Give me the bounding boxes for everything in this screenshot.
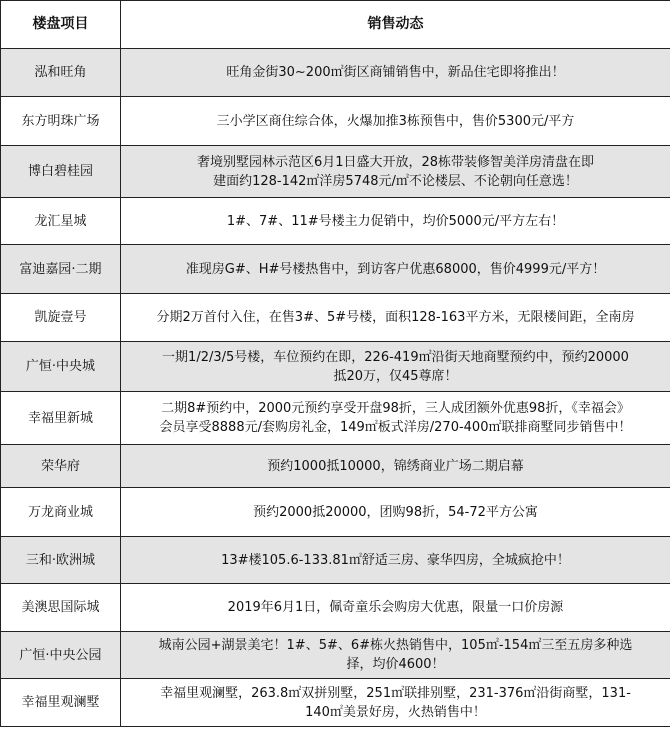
sales-status-cell: 旺角金街30~200㎡街区商铺销售中，新品住宅即将推出！ bbox=[121, 49, 670, 97]
project-name-cell: 幸福里新城 bbox=[1, 392, 121, 445]
column-header-project: 楼盘项目 bbox=[1, 1, 121, 49]
sales-status-cell: 城南公园+湖景美宅！1#、5#、6#栋火热销售中，105㎡-154㎡三至五房多种选 择，均价4600！ bbox=[121, 632, 670, 679]
project-name-cell: 三和·欧洲城 bbox=[1, 537, 121, 584]
project-name-cell: 富迪嘉园·二期 bbox=[1, 245, 121, 294]
sales-status-cell: 2019年6月1日，佩奇童乐会购房大优惠，限量一口价房源 bbox=[121, 584, 670, 632]
table-row bbox=[1, 537, 670, 584]
project-name-cell: 凯旋壹号 bbox=[1, 294, 121, 342]
column-header-sales: 销售动态 bbox=[121, 1, 670, 49]
project-name-cell: 万龙商业城 bbox=[1, 488, 121, 537]
sales-status-cell: 1#、7#、11#号楼主力促销中，均价5000元/平方左右！ bbox=[121, 198, 670, 245]
table-row bbox=[1, 97, 670, 146]
sales-status-cell: 预约1000抵10000，锦绣商业广场二期启幕 bbox=[121, 445, 670, 488]
project-name-cell: 美澳思国际城 bbox=[1, 584, 121, 632]
table-header-row bbox=[1, 1, 670, 49]
table-row bbox=[1, 342, 670, 392]
table-row bbox=[1, 584, 670, 632]
sales-status-cell: 分期2万首付入住，在售3#、5#号楼，面积128-163平方米，无限楼间距，全南房 bbox=[121, 294, 670, 342]
table-row bbox=[1, 49, 670, 97]
table-row bbox=[1, 245, 670, 294]
table-row bbox=[1, 198, 670, 245]
sales-status-cell: 预约2000抵20000，团购98折，54-72平方公寓 bbox=[121, 488, 670, 537]
project-name-cell: 广恒·中央公园 bbox=[1, 632, 121, 679]
table-body bbox=[1, 49, 670, 727]
project-name-cell: 幸福里观澜墅 bbox=[1, 679, 121, 727]
project-name-cell: 龙汇星城 bbox=[1, 198, 121, 245]
table-row bbox=[1, 294, 670, 342]
sales-status-cell: 奢境别墅园林示范区6月1日盛大开放，28栋带装修智美洋房清盘在即 建面约128-142㎡洋房5748元/㎡不论楼层、不论朝向任意选！ bbox=[121, 146, 670, 198]
table-row bbox=[1, 445, 670, 488]
sales-status-cell: 13#楼105.6-133.81㎡舒适三房、豪华四房，全城疯抢中！ bbox=[121, 537, 670, 584]
table-row bbox=[1, 679, 670, 727]
sales-status-cell: 三小学区商住综合体，火爆加推3栋预售中，售价5300元/平方 bbox=[121, 97, 670, 146]
project-name-cell: 博白碧桂园 bbox=[1, 146, 121, 198]
sales-status-cell: 准现房G#、H#号楼热售中，到访客户优惠68000，售价4999元/平方！ bbox=[121, 245, 670, 294]
project-name-cell: 广恒·中央城 bbox=[1, 342, 121, 392]
project-name-cell: 泓和旺角 bbox=[1, 49, 121, 97]
table-row bbox=[1, 632, 670, 679]
table-row bbox=[1, 488, 670, 537]
sales-status-cell: 二期8#预约中，2000元预约享受开盘98折，三人成团额外优惠98折，《幸福会》 会员享受8888元/套购房礼金，149㎡板式洋房/270-400㎡联排商墅同步销售中！ bbox=[121, 392, 670, 445]
table-row bbox=[1, 392, 670, 445]
table-row bbox=[1, 146, 670, 198]
project-name-cell: 荣华府 bbox=[1, 445, 121, 488]
project-name-cell: 东方明珠广场 bbox=[1, 97, 121, 146]
sales-status-cell: 一期1/2/3/5号楼，车位预约在即，226-419㎡沿街天地商墅预约中，预约20000 抵20万，仅45尊席！ bbox=[121, 342, 670, 392]
sales-status-cell: 幸福里观澜墅，263.8㎡双拼别墅，251㎡联排别墅，231-376㎡沿街商墅，131- 140㎡美景好房，火热销售中！ bbox=[121, 679, 670, 727]
